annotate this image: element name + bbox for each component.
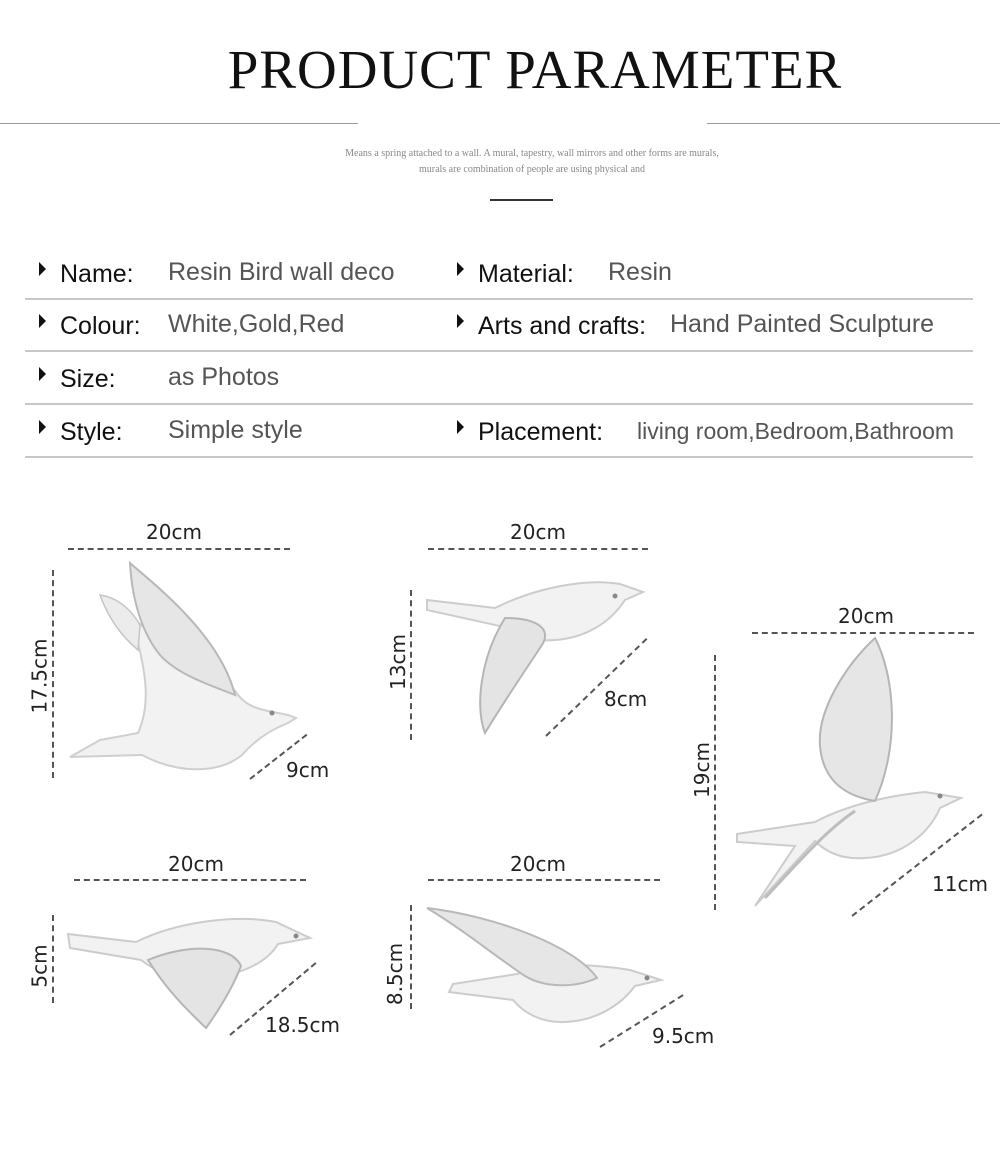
bird-5-width-line [428,879,660,881]
bird-5-depth-label: 9.5cm [652,1024,715,1048]
bird-3-width-line [752,632,974,634]
bird-3-width-label: 20cm [838,604,894,628]
bird-3-depth-label: 11cm [932,872,988,896]
bird-4-width-line [74,879,306,881]
spec-colour-label: Colour: [60,312,141,340]
spec-style-label: Style: [60,418,123,446]
spec-name-value: Resin Bird wall deco [168,258,395,286]
title-rule-left [0,123,358,124]
bird-3-height-label: 19cm [689,742,714,798]
tagline-line-1: Means a spring attached to a wall. A mural, tapestry, wall mirrors and other forms are murals, [345,148,719,159]
bird-5-height-line [410,905,412,1009]
bird-5-height-label: 8.5cm [383,942,408,1006]
bird-5-image [425,906,665,1024]
bird-4-width-label: 20cm [168,852,224,876]
bird-4-height-line [52,915,54,1003]
spec-row-4 [25,404,973,458]
bird-1-width-line [68,548,290,550]
spec-style-value: Simple style [168,416,303,444]
triangle-right-icon [457,420,464,434]
bird-1-image [60,555,300,780]
bird-2-width-label: 20cm [510,520,566,544]
section-divider [490,199,553,201]
bird-4-image [66,914,314,1032]
tagline-line-2: murals are combination of people are using physical and [418,164,646,175]
spec-placement-label: Placement: [478,418,604,446]
spec-name-label: Name: [60,260,134,288]
spec-arts-label: Arts and crafts: [478,312,647,340]
triangle-right-icon [39,367,46,381]
triangle-right-icon [39,420,46,434]
page-title: PRODUCT PARAMETER [227,39,843,100]
spec-colour-value: White,Gold,Red [168,310,345,338]
spec-size-value: as Photos [168,363,280,391]
bird-5-width-label: 20cm [510,852,566,876]
bird-3-height-line [714,655,716,910]
bird-2-image [425,578,650,738]
bird-2-height-label: 13cm [385,634,410,690]
spec-arts-value: Hand Painted Sculpture [670,310,935,338]
bird-4-height-label: 5cm [27,944,52,988]
bird-1-depth-label: 9cm [286,758,330,782]
spec-row-1 [25,246,973,300]
bird-4-depth-label: 18.5cm [265,1013,341,1037]
bird-1-height-label: 17.5cm [27,638,52,714]
spec-placement-value: living room,Bedroom,Bathroom [637,418,955,444]
triangle-right-icon [39,262,46,276]
spec-material-value: Resin [608,258,672,286]
bird-3-image [735,636,965,911]
bird-2-height-line [410,590,412,740]
spec-row-2 [25,298,973,352]
spec-size-label: Size: [60,365,116,393]
bird-2-depth-label: 8cm [604,687,648,711]
bird-1-width-label: 20cm [146,520,202,544]
triangle-right-icon [39,314,46,328]
bird-2-width-line [428,548,648,550]
title-rule-right [707,123,1000,124]
tagline [0,146,1000,178]
spec-row-3 [25,351,973,405]
triangle-right-icon [457,262,464,276]
triangle-right-icon [457,314,464,328]
bird-1-height-line [52,570,54,778]
spec-material-label: Material: [478,260,574,288]
